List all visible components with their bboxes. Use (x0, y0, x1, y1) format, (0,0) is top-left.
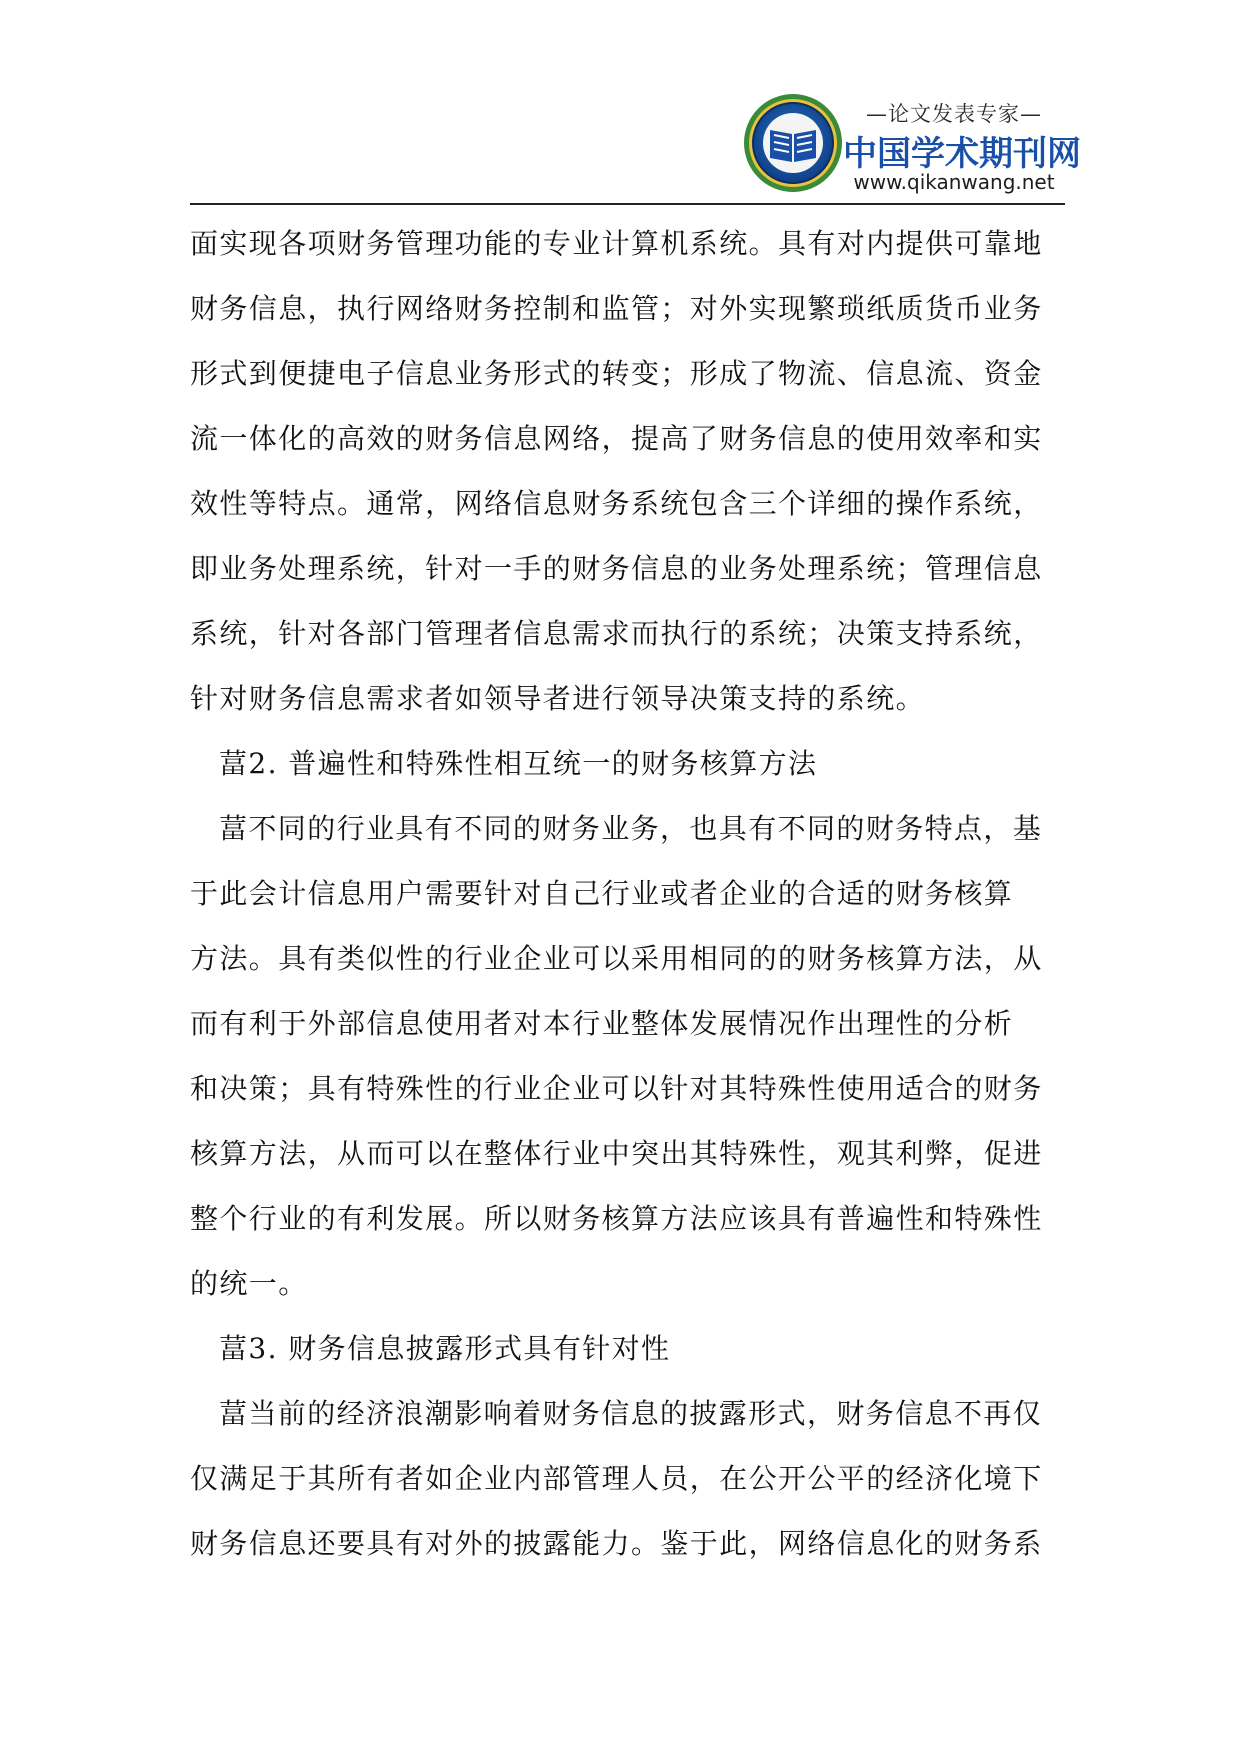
text-line: 面实现各项财务管理功能的专业计算机系统。具有对内提供可靠地 (190, 227, 1043, 260)
text-line: 和决策；具有特殊性的行业企业可以针对其特殊性使用适合的财务 (190, 1072, 1043, 1105)
text-line: 形式到便捷电子信息业务形式的转变；形成了物流、信息流、资金 (190, 357, 1043, 390)
text-line: 财务信息还要具有对外的披露能力。鉴于此，网络信息化的财务系 (190, 1527, 1043, 1560)
text-line: 整个行业的有利发展。所以财务核算方法应该具有普遍性和特殊性 (190, 1202, 1043, 1235)
text-line: 效性等特点。通常，网络信息财务系统包含三个详细的操作系统， (190, 487, 1043, 520)
text-line: 系统，针对各部门管理者信息需求而执行的系统；决策支持系统， (190, 617, 1043, 650)
text-line: 方法。具有类似性的行业企业可以采用相同的的财务核算方法，从 (190, 942, 1043, 975)
text-line: 的统一。 (190, 1267, 308, 1300)
text-line: 核算方法，从而可以在整体行业中突出其特殊性，观其利弊，促进 (190, 1137, 1043, 1170)
site-logo (843, 98, 1081, 198)
book-seal-icon (742, 92, 844, 194)
logo-brand-name: 中国学术期刊网 (843, 134, 1081, 174)
header-divider (190, 203, 1065, 205)
section-heading: 葍3. 财务信息披露形式具有针对性 (219, 1332, 671, 1365)
text-line: 葍当前的经济浪潮影响着财务信息的披露形式，财务信息不再仅 (219, 1397, 1043, 1430)
text-line: 流一体化的高效的财务信息网络，提高了财务信息的使用效率和实 (190, 422, 1043, 455)
section-heading: 葍2. 普遍性和特殊性相互统一的财务核算方法 (219, 747, 818, 780)
text-line: 于此会计信息用户需要针对自己行业或者企业的合适的财务核算 (190, 877, 1014, 910)
text-line: 仅满足于其所有者如企业内部管理人员，在公开公平的经济化境下 (190, 1462, 1043, 1495)
text-line: 财务信息，执行网络财务控制和监管；对外实现繁琐纸质货币业务 (190, 292, 1043, 325)
text-line: 葍不同的行业具有不同的财务业务，也具有不同的财务特点，基 (219, 812, 1043, 845)
text-line: 针对财务信息需求者如领导者进行领导决策支持的系统。 (190, 682, 926, 715)
body-text (190, 211, 1050, 1576)
text-line: 即业务处理系统，针对一手的财务信息的业务处理系统；管理信息 (190, 552, 1043, 585)
logo-slogan: —论文发表专家— (866, 102, 1042, 126)
logo-brand-url: www.qikanwang.net (853, 170, 1055, 194)
text-line: 而有利于外部信息使用者对本行业整体发展情况作出理性的分析 (190, 1007, 1014, 1040)
